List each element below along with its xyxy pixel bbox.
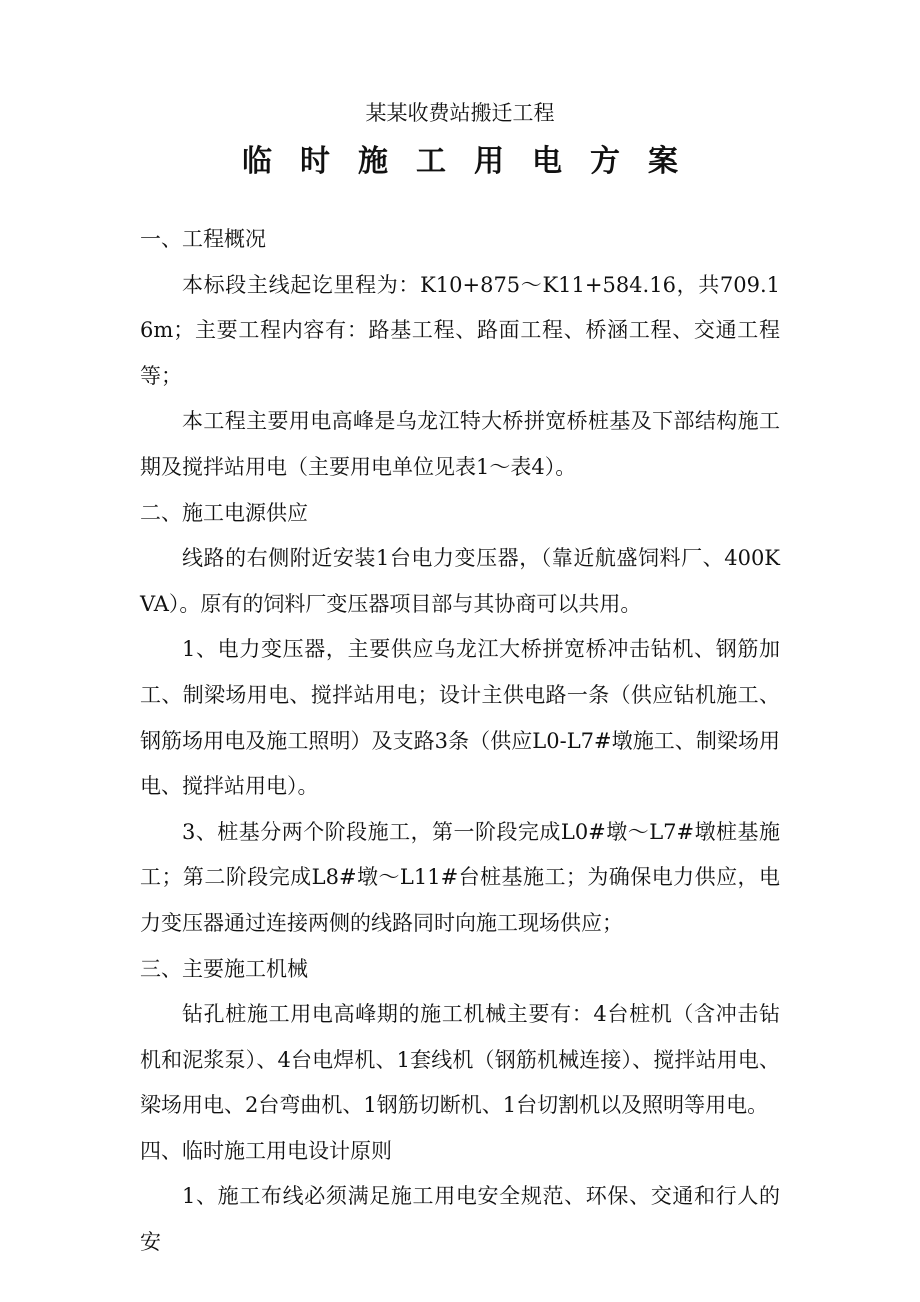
paragraph-transformer: 线路的右侧附近安装1台电力变压器，（靠近航盛饲料厂、400KVA）。原有的饲料厂变压器项目部与其协商可以共用。 xyxy=(140,546,780,616)
document-subtitle: 某某收费站搬迁工程 xyxy=(365,101,555,125)
paragraph-transformer-supply: 1、电力变压器，主要供应乌龙江大桥拼宽桥冲击钻机、钢筋加工、制梁场用电、搅拌站用电；设计主供电路一条（供应钻机施工、钢筋场用电及施工照明）及支路3条（供应L0-L7#墩施工、制梁场用电、搅拌站用电）。 xyxy=(140,637,780,799)
paragraph-wiring-rule: 1、施工布线必须满足施工用电安全规范、环保、交通和行人的安 xyxy=(140,1184,780,1255)
paragraph-peak-usage: 本工程主要用电高峰是乌龙江特大桥拼宽桥桩基及下部结构施工期及搅拌站用电（主要用电单位见表1～表4）。 xyxy=(140,409,780,479)
section-heading-design-principles: 四、临时施工用电设计原则 xyxy=(140,1138,392,1163)
paragraph-pile-stages: 3、桩基分两个阶段施工，第一阶段完成L0#墩～L7#墩桩基施工；第二阶段完成L8#墩～L11#台桩基施工；为确保电力供应，电力变压器通过连接两侧的线路同时向施工现场供应； xyxy=(140,819,780,935)
document-body xyxy=(140,217,780,1266)
section-heading-power-supply: 二、施工电源供应 xyxy=(140,500,308,525)
document-title: 临时施工用电方案 xyxy=(242,144,706,179)
section-heading-overview: 一、工程概况 xyxy=(140,227,266,251)
paragraph-mileage: 本标段主线起讫里程为：K10+875～K11+584.16，共709.16m；主要工程内容有：路基工程、路面工程、桥涵工程、交通工程等； xyxy=(140,272,780,388)
section-heading-machinery: 三、主要施工机械 xyxy=(140,956,308,981)
paragraph-machinery-list: 钻孔桩施工用电高峰期的施工机械主要有：4台桩机（含冲击钻机和泥浆泵）、4台电焊机、1套线机（钢筋机械连接）、搅拌站用电、梁场用电、2台弯曲机、1钢筋切断机、1台切割机以及照明等用电。 xyxy=(140,1002,780,1118)
